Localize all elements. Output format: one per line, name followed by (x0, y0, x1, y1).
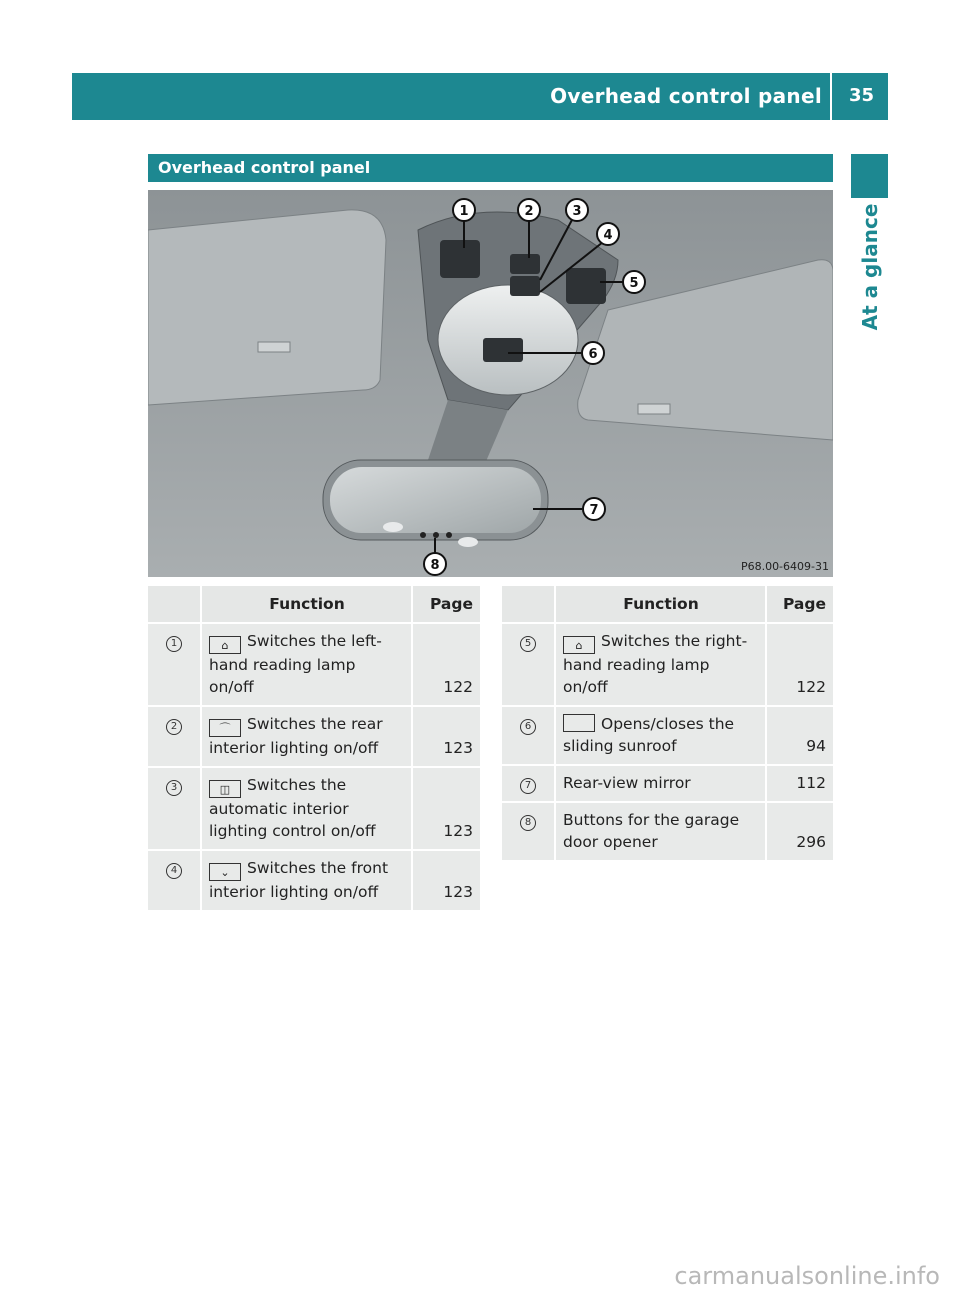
function-text: Switches the left-hand reading lamp on/off (209, 632, 382, 696)
page-ref: 123 (413, 707, 480, 768)
function-text: Opens/closes the sliding sunroof (563, 715, 735, 755)
page-header (72, 73, 888, 120)
callout-8-label: 8 (430, 558, 440, 573)
callout-3-label: 3 (572, 204, 582, 219)
page-ref: 296 (767, 803, 833, 862)
callout-2-label: 2 (524, 204, 534, 219)
reading-lamp-right-icon: ⌂ (563, 636, 595, 654)
callout-4-label: 4 (603, 228, 613, 243)
auto-interior-light-icon: ◫ (209, 780, 241, 798)
item-number: 8 (520, 815, 536, 831)
callout-1-label: 1 (459, 204, 469, 219)
page-ref: 123 (413, 851, 480, 912)
page-ref: 122 (767, 624, 833, 707)
side-tab-text: At a glance (858, 203, 882, 331)
table-row (502, 707, 833, 766)
side-tab-marker (851, 154, 888, 198)
table-row (148, 851, 480, 912)
header-function: Function (556, 586, 767, 624)
table-row (148, 624, 480, 707)
table-row (502, 766, 833, 803)
page-ref: 112 (767, 766, 833, 803)
function-text: Switches the front interior lighting on/off (209, 859, 389, 901)
page-ref: 94 (767, 707, 833, 766)
table-row (502, 803, 833, 862)
side-tab-label (852, 200, 888, 334)
item-number: 4 (166, 863, 182, 879)
table-row (148, 768, 480, 851)
page-number: 35 (848, 85, 874, 106)
table-header-row (148, 586, 480, 624)
item-number: 3 (166, 780, 182, 796)
image-code: P68.00-6409-31 (740, 560, 829, 573)
callout-6-label: 6 (588, 347, 598, 362)
reading-lamp-left-icon: ⌂ (209, 636, 241, 654)
table-header-row (502, 586, 833, 624)
rear-interior-light-icon: ⌒ (209, 719, 241, 737)
item-number: 1 (166, 636, 182, 652)
function-text: Switches the automatic interior lighting control on/off (209, 776, 376, 840)
section-header (148, 154, 833, 182)
item-number: 7 (520, 778, 536, 794)
header-divider (830, 73, 832, 120)
header-page: Page (413, 586, 480, 624)
front-interior-light-icon: ⌄ (209, 863, 241, 881)
callout-5-label: 5 (629, 276, 639, 291)
callout-7-label: 7 (589, 503, 599, 518)
header-page: Page (767, 586, 833, 624)
section-title: Overhead control panel (158, 158, 371, 177)
header-function: Function (202, 586, 413, 624)
item-number: 2 (166, 719, 182, 735)
function-text: Switches the rear interior lighting on/off (209, 715, 383, 757)
function-text: Rear-view mirror (563, 774, 691, 792)
function-text: Buttons for the garage door opener (563, 811, 740, 851)
page-ref: 122 (413, 624, 480, 707)
overhead-panel-illustration (148, 190, 833, 577)
item-number: 6 (520, 719, 536, 735)
page-ref: 123 (413, 768, 480, 851)
sunroof-icon (563, 714, 595, 732)
function-table-right (502, 586, 833, 862)
watermark: carmanualsonline.info (674, 1262, 940, 1290)
function-table-left (148, 586, 480, 912)
function-text: Switches the right-hand reading lamp on/off (563, 632, 748, 696)
header-num (148, 586, 202, 624)
overhead-panel-photo (148, 190, 833, 577)
header-num (502, 586, 556, 624)
item-number: 5 (520, 636, 536, 652)
table-row (148, 707, 480, 768)
header-title: Overhead control panel (550, 84, 822, 108)
table-row (502, 624, 833, 707)
